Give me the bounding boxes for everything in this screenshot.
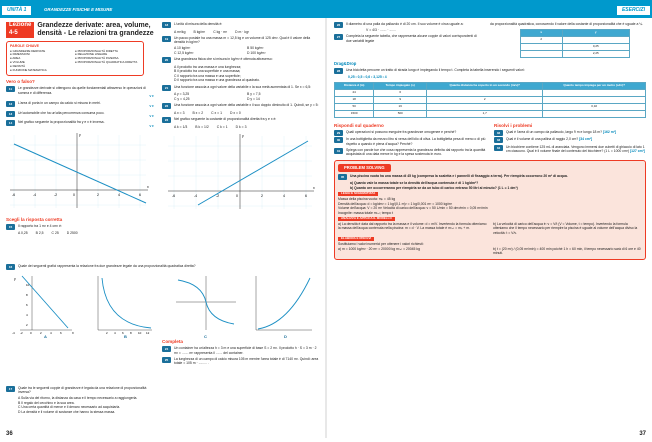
proportion-table: x y 2 0,25 2,25 bbox=[520, 29, 630, 58]
option: D 2500 bbox=[66, 231, 78, 236]
keyword-item: ● PROPORZIONALITÀ DIRETTA bbox=[75, 48, 118, 53]
exercise-30: 30 In una bottiglietta da mezzo litro si versa dell'olio di oliva. La bottiglietta pesa di meno o di più rispetto a quando è piena d'acqua? Perché? bbox=[334, 137, 486, 146]
right-page bbox=[334, 22, 646, 260]
svg-text:-2: -2 bbox=[216, 194, 220, 199]
page-number-right: 37 bbox=[639, 431, 646, 438]
keyword-item: ● PROPORZIONALITÀ INVERSA bbox=[75, 56, 119, 61]
exercise-22: 22 Una funzione associa a ogni valore della variabile x il suo doppio diminuito di 1. Quindi, se y = 5: bbox=[162, 103, 320, 109]
completa-heading: Completa bbox=[162, 339, 183, 344]
tag-leggi: LEGGI E SCHEMATIZZA bbox=[338, 192, 378, 196]
left-column-2: 18 L'unità di misura della densità è: A m³/kg B kg/m³ C kg · m³ D m · kg³ 19 Un pacco postale ha una massa m = 12,5 kg e un volume di 125 dm³. Qual è il valore della densità in kg/m³? A 10 kg/m³ B 50 kg/m³ C 12,5 kg/m³ D 100 kg/m³ 20 Una grandezza fisica che si misura in kg/m³ è ottenuta attraverso: A il prodotto tra una massa e una lunghezza; B il prodotto tra una superficie e una massa; C il rapporto tra una massa e una superficie; D il rapporto tra una massa e una grandezza al quadrato. 21 Una funzione associa a ogni valore della variabile x la sua metà aumentata di 1. Se x = 6,5: A y = 3,25 B y = 7,5 C y = 4,25 D y = 14 22 Una funzione associa a ogni valore della variabile x il suo doppio diminuito di 1. Quindi, se y = 5: A x = 3 B x = 2 C x = 1 D x = 0 23 Nel grafico seguente la costante di proporzionalità diretta fra y e x è: A k = 1/3 B k = 1/2 C k = 1 D k = 3 -6 -4 -2 0 2 4 6 x y bbox=[162, 22, 320, 215]
svg-text:4: 4 bbox=[50, 330, 52, 335]
svg-text:-4: -4 bbox=[194, 194, 198, 199]
svg-text:x: x bbox=[147, 185, 149, 190]
exercise-27-cont: da proporzionalità quadratica, conoscendo il valore della costante di proporzionalità che è uguale a ¼. bbox=[490, 22, 644, 26]
exercise-33: 33 Qual è il volume di una pallina di raggio 2,0 cm? [34 cm³] bbox=[494, 137, 646, 143]
problem-solving-title: PROBLEM SOLVING bbox=[338, 164, 391, 172]
svg-text:12: 12 bbox=[146, 330, 150, 335]
option: B 2,5 bbox=[35, 231, 44, 236]
svg-text:0: 0 bbox=[73, 193, 75, 198]
unit-title: GRANDEZZE FISICHE E MISURE bbox=[44, 7, 113, 12]
svg-text:10: 10 bbox=[138, 330, 142, 335]
svg-text:-4: -4 bbox=[12, 330, 15, 335]
exercise-32: 32 Qual è l'area di un campo da pallavolo, largo 9 m e lungo 18 m? [162 m²] bbox=[494, 130, 646, 136]
svg-text:6: 6 bbox=[305, 194, 307, 199]
exercise-31: 31 Spiega con parole tue che cosa rappresenta la grandezza definita dal rapporto tra la quantità acquistata di una data merce in kg e la spesa sostenuta in euro. bbox=[334, 148, 486, 157]
problem-solving-box: PROBLEM SOLVING 35 Una piscina vuota ha una massa di 45 kg (compresa la scaletta e i pannelli di fissaggio a terra). Per riempirla occorrono 20 m³ di acqua. a) Quanto vale la massa totale se la densità dell'acqua contenuta è di 1 kg/dm³? b) Quanto ore occorreranno per riempirla se da un tubo di carico entrano 50 litri al minuto? (1 L = 1 dm³) LEGGI E SCHEMATIZZA Massa della piscina vuota: mₚ = 45 kg Densità dell'acqua: d = kg/dm³ = 1 kg/(0,1 m)³ = 1 kg/0,001 m³ = 1000 kg/m³ Volume dell'acqua: V = 20 m³ Velocità di carico dell'acqua: v = 50 L/min = 50 dm³/min = 0,05 m³/min Incognite: massa totale mₜₒₜ; tempo t ANALIZZA E APPLICA IL MODELLO a) La densità è data dal rapporto tra la massa e il volume: d = m/V. Invertendo la formula otteniamo la massa dell'acqua contenuta nella piscina: m = d · V. La massa totale è mₜₒₜ = mₚ + m. b) La velocità di carico dell'acqua è: v = V/t (V = Volume, t = tempo). Invertendo la formula otteniamo che il tempo necessario per riempire la piscina è uguale al volume dell'acqua diviso la velocità: t = V/v. ELABORA E RISOLVI Sostituiamo i valori numerici per ottenere i valori richiesti: a) m = 1000 kg/m³ · 20 m³ = 20000 kg mₜₒₜ = 20045 kg b) t = (20 m³) / (0,05 m³/min) = 400 min poiché 1 h = 60 min, il tempo necessario sarà di 6 ore e 40 minuti. bbox=[334, 160, 646, 260]
exercise-26: 26 Il diametro di una palla da pallavolo è di 20 cm. Il suo volume è circa uguale a: V = 4/3 · ....... · ....... bbox=[334, 22, 482, 33]
svg-text:x: x bbox=[72, 330, 74, 335]
keyword-item: ● GRANDEZZE DERIVATE bbox=[10, 48, 46, 53]
svg-text:-4: -4 bbox=[33, 193, 37, 198]
svg-text:4: 4 bbox=[283, 194, 285, 199]
graph-inverse bbox=[6, 130, 152, 212]
keyword-item: ● RELAZIONE LINEARE bbox=[75, 52, 108, 57]
exercise-19: 19 Un pacco postale ha una massa m = 12,5 kg e un volume di 125 dm³. Qual è il valore della densità in kg/m³? bbox=[162, 36, 320, 45]
vf-heading: Vero o falso? bbox=[6, 79, 35, 85]
exercise-12: 12 L'area di porta in un campo da calcio si misura in metri. V F bbox=[6, 101, 154, 109]
completa-section bbox=[162, 333, 320, 367]
exercise-11: 11 Le grandezze derivate si ottengono da quelle fondamentali attraverso le operazioni di somma e di differenza. V F bbox=[6, 86, 154, 99]
option: D La densità e il volume di sostanze che hanno la stessa massa. bbox=[18, 409, 116, 414]
dragdrop-heading: Drag&Drop bbox=[334, 61, 357, 67]
exercise-24: 24 Un container ha un'altezza h = 3 m e una superficie di base S = 2 m². Il prodotto h · S = 3 m · 2 m² = ....... m³ rappresenta il ....... del container. bbox=[162, 346, 320, 355]
svg-text:10: 10 bbox=[26, 282, 30, 287]
svg-text:8: 8 bbox=[26, 292, 28, 297]
exercise-27: 27 Completa la seguente tabella, che rappresenta alcune coppie di valori corrispondenti di due variabili legate bbox=[334, 34, 482, 43]
svg-text:2: 2 bbox=[261, 194, 263, 199]
svg-text:2: 2 bbox=[40, 330, 42, 335]
svg-text:2: 2 bbox=[97, 193, 99, 198]
option: C 25 bbox=[51, 231, 59, 236]
svg-text:y: y bbox=[79, 133, 81, 138]
keyword-item: ● DIMENSIONI bbox=[10, 52, 30, 57]
option: B Il regalo del cecchino e la sua area. bbox=[18, 400, 75, 405]
svg-text:-6: -6 bbox=[172, 194, 176, 199]
svg-text:8: 8 bbox=[130, 330, 132, 335]
exercise-16: 16 Quale dei seguenti grafici rappresenta la relazione fra due grandezze legate da una proporzionalità quadratica diretta? y x -4 -2 0 2 4 6 10 8 6 4 2 2 4 6 8 10 12 A B C D bbox=[6, 264, 320, 339]
svg-text:0: 0 bbox=[30, 330, 32, 335]
exercise-29: 29 Quali operazioni si possono eseguire fra grandezze omogenee e perché? bbox=[334, 130, 486, 136]
svg-text:-2: -2 bbox=[20, 330, 23, 335]
keywords-box bbox=[6, 41, 144, 76]
page-number-left: 36 bbox=[6, 431, 13, 438]
quaderno-heading: Rispondi sul quaderno bbox=[334, 122, 384, 128]
svg-text:x: x bbox=[313, 186, 315, 191]
exercise-14: 14 Nel grafico seguente la proporzionalità fra y e x è inversa. V F bbox=[6, 120, 154, 128]
exercise-18: 18 L'unità di misura della densità è: bbox=[162, 22, 320, 28]
svg-text:D: D bbox=[284, 333, 287, 338]
svg-text:2: 2 bbox=[106, 330, 108, 335]
svg-text:-2: -2 bbox=[54, 193, 58, 198]
svg-text:6: 6 bbox=[139, 193, 141, 198]
exercise-13: 13 Un'automobile che ha un'alta percorrenza consuma poco. V F bbox=[6, 111, 154, 119]
exercise-15: 15 Il rapporto tra 1 m² e 4 cm² è: bbox=[6, 224, 154, 230]
keyword-item: ● PROPORZIONALITÀ QUADRATICA DIRETTA bbox=[75, 60, 138, 65]
tag-elabora: ELABORA E RISOLVI bbox=[338, 237, 374, 241]
svg-text:B: B bbox=[124, 333, 127, 338]
svg-text:6: 6 bbox=[60, 330, 62, 335]
svg-text:A: A bbox=[44, 333, 47, 338]
header-bar bbox=[0, 0, 652, 18]
svg-text:-6: -6 bbox=[12, 193, 16, 198]
option: A Sulla via del ritorno, la distanza da casa e il tempo necessario a raggiungerla. bbox=[18, 396, 138, 401]
graph-options bbox=[6, 272, 320, 338]
exercise-34: 34 Un bicchiere contiene 125 mL di aranciata. Vengono immersi due cubetti di ghiaccio di lato 1 cm ciascuno. Qual è il volume finale del contenuto del bicchiere? (1 L = 1000 cm³) [127 cm³] bbox=[494, 145, 646, 154]
exercise-17: 17 Quale tra le seguenti coppie di grandezze è legata da una relazione di proporzionalità inversa? A Sulla via del ritorno, la distanza da casa e il tempo necessario a raggiungerla. B Il regalo del cecchino e la sua area. C Una certa quantità di merce e il denaro necessario ad acquistarla. D La densità e il volume di sostanze che hanno la stessa massa. bbox=[6, 386, 154, 414]
svg-text:4: 4 bbox=[26, 312, 28, 317]
exercise-21: 21 Una funzione associa a ogni valore della variabile x la sua metà aumentata di 1. Se x = 6,5: bbox=[162, 85, 320, 91]
left-column-1 bbox=[6, 22, 154, 238]
exercise-20: 20 Una grandezza fisica che si misura in kg/m³ è ottenuta attraverso: bbox=[162, 57, 320, 63]
problemi-heading: Risolvi i problemi bbox=[494, 122, 533, 128]
svg-text:y: y bbox=[242, 134, 244, 139]
dragdrop-table: Distanza d (m) Tempo impiegato (s) Quanta distanza ha coperto in un secondo (m/s)? Quanto tempo impiega per un metro (s/m)? 24 6 18 9 2 50 16 0,32 1500 500 1,7 bbox=[334, 82, 646, 118]
svg-text:6: 6 bbox=[122, 330, 124, 335]
exercise-23: 23 Nel grafico seguente la costante di proporzionalità diretta fra y e x è: bbox=[162, 117, 320, 123]
option: C Una certa quantità di merce e il denaro necessario ad acquistarla. bbox=[18, 405, 121, 410]
svg-text:6: 6 bbox=[26, 302, 28, 307]
mc-heading: Scegli la risposta corretta bbox=[6, 216, 63, 222]
unit-badge: UNITÀ 1 bbox=[2, 6, 31, 15]
keyword-item: ● FUNZIONE MATEMATICA bbox=[10, 68, 47, 73]
svg-text:4: 4 bbox=[118, 193, 120, 198]
graph-direct bbox=[162, 131, 318, 213]
svg-text:2: 2 bbox=[26, 322, 28, 327]
dragdrop-values[interactable]: 0,25 • 0,5 • 0,6 • 3,125 • 4 bbox=[348, 75, 387, 80]
tag-analizza: ANALIZZA E APPLICA IL MODELLO bbox=[338, 217, 395, 221]
svg-text:4: 4 bbox=[114, 330, 116, 335]
keywords-title: PAROLE CHIAVE bbox=[10, 43, 40, 48]
exercise-25: 25 La lunghezza di un campo di calcio misura 105 m mentre l'area totale è di 7140 m². Quindi: area totale = 105 m · ......... . bbox=[162, 357, 320, 366]
keyword-item: ● AREA bbox=[10, 56, 21, 61]
lesson-badge: Lezione 4-5 bbox=[6, 22, 34, 38]
exercise-28: 28 Una bicicletta percorre un tratto di strada lungo è impiegando il tempo t. Completa la tabella inserendo i seguenti valori: bbox=[334, 68, 646, 74]
section-badge: ESERCIZI bbox=[617, 6, 650, 15]
svg-text:0: 0 bbox=[236, 194, 238, 199]
keyword-item: ● DENSITÀ bbox=[10, 64, 26, 69]
svg-text:y: y bbox=[14, 276, 16, 281]
svg-text:C: C bbox=[204, 333, 207, 338]
keyword-item: ● VOLUME bbox=[10, 60, 25, 65]
page-gutter bbox=[325, 18, 327, 438]
option: A 0,25 bbox=[18, 231, 28, 236]
lesson-title: Grandezze derivate: area, volume, densità - Le relazioni tra grandezze bbox=[37, 22, 154, 37]
